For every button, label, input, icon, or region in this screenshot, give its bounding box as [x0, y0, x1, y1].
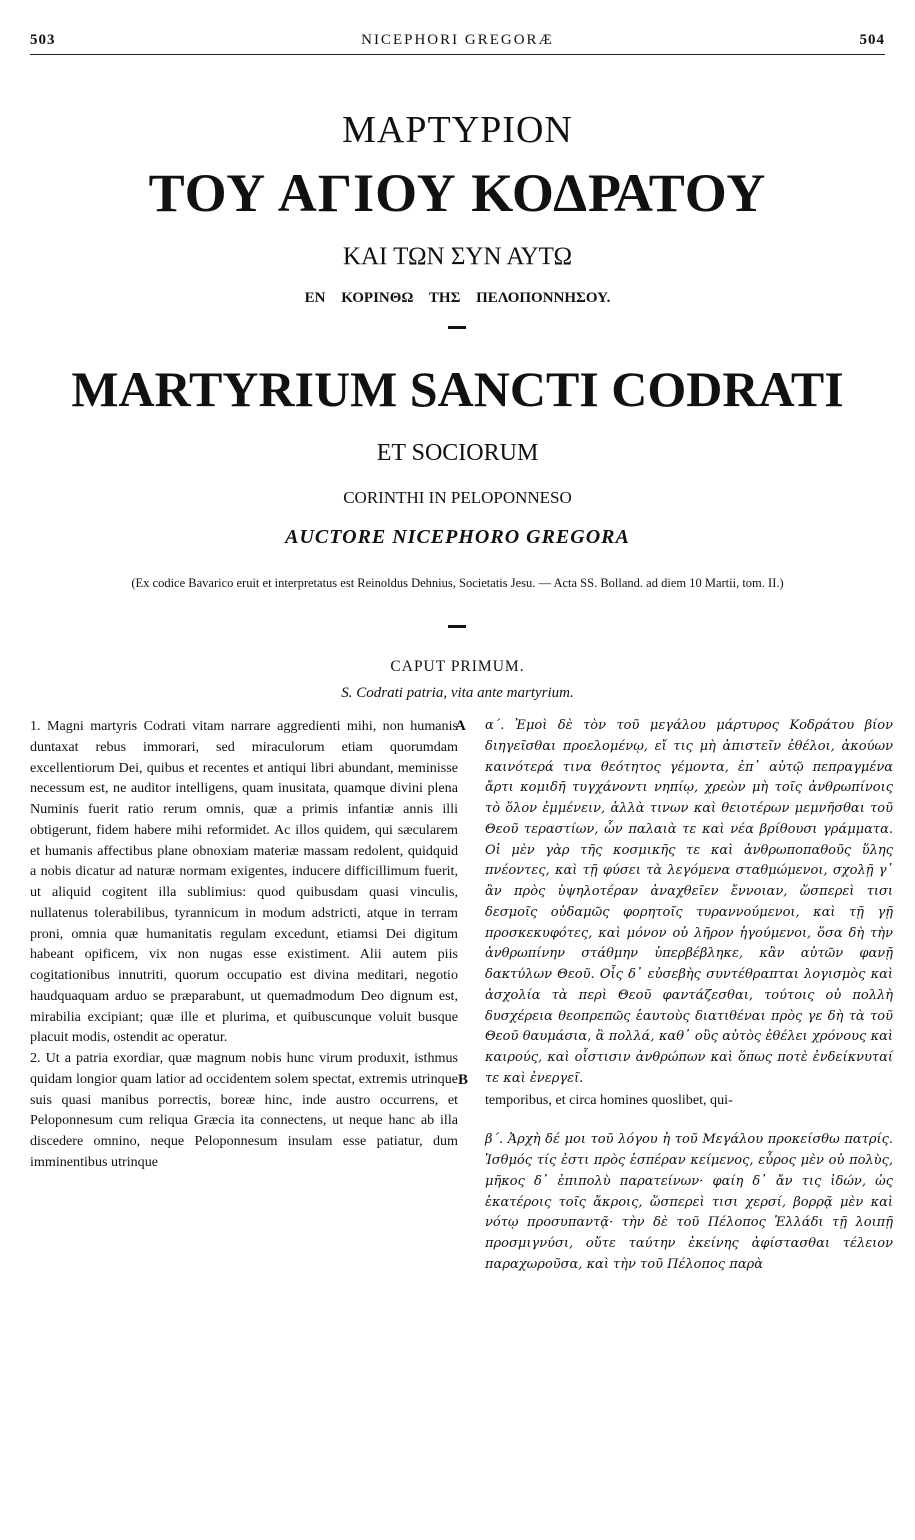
- greek-paragraph-1: α΄. Ἐμοὶ δὲ τὸν τοῦ μεγάλου μάρτυρος Κοδράτου βίον διηγεῖσθαι προελομένῳ, εἴ τις μὴ ἀπιστεῖν ἐθέλοι, ἀκούων καινότερά τινα θεότητος γέμοντα, ἐπ᾽ αὐτῷ πεπραγμένα ἄρτι κομιδῆ τυγχάνοντι νηπίῳ, χρεὼν μὴ τοῖς ἀνθρωπίνοις τὸ ὅλον ἐμμένειν, ἀλλὰ τινων καὶ θειοτέρων μεμνῆσθαι τοῦ Θεοῦ τεραστίων, ὧν παλαιὰ τε καὶ νέα βρίθουσι γράμματα. Οἱ μὲν γὰρ τῆς κοσμικῆς τε καὶ ἀνθρωποπαθοῦς ὕλης πνέοντες, καὶ τῇ φύσει τὰ λεγόμενα σταθμώμενοι, σχολῇ γ᾽ ἂν πρὸς ὑψηλοτέραν ἀναχθεῖεν ἔννοιαν, ὥσπερεὶ τισι δεσμοῖς οὐδαμῶς φορητοῖς τυραννούμενοι, καὶ τῇ γῇ προσκεκυφότες, καὶ μόνον οὐ λῆρον ἡγούμενοι, ὅσα δὴ τὴν ἀνθρωπίνην στάθμην ὑπερβέβληκε, κἂν αὐτῶν φανῇ δακτύλων Θεοῦ. Οἷς δ᾽ εὐσεβὴς συντέθραπται λογισμὸς καὶ ἀσχολία τὰ περὶ Θεοῦ φαντάζεσθαι, τούτοις οὐ πολλὴ δυσχέρεια θεοπρεπῶς ἑαυτοὺς διατιθέναι πρὸς γε δὴ τὰ τοῦ Θεοῦ θαυμάσια, ἃ πολλά, καθ᾽ οὓς αὐτὸς ἐθέλει χρόνους καὶ καιρούς, καὶ οἷστισιν ἀνθρώπων καὶ ὅπως ποτὲ ἐνδείκνυταί τε καὶ ἐνεργεῖ.: [485, 718, 893, 1086]
- latin-continuation: temporibus, et circa homines quoslibet, qui-: [485, 1091, 733, 1108]
- greek-title-line-3: ΚΑΙ ΤΩΝ ΣΥΝ ΑΥΤΩ: [342, 243, 573, 270]
- latin-title-line-2: ET SOCIORUM: [376, 440, 539, 466]
- margin-marker-b: B: [458, 1072, 469, 1088]
- latin-paragraph-2: 2. Ut a patria exordiar, quæ magnum nobis hunc virum produxit, isthmus quidam longior quam latior ad occidentem solem spectat, extremis utrinque suis quasi manibus porrectis, boreæ hinc, inde austro occurrens, et Peloponnesum cum reliqua Græcia ita connectens, ut neque hanc ab illa discedere omnino, neque Peloponnesum insulam esse patiatur, dum imminentibus utrinque: [30, 1050, 458, 1170]
- page-number-left: 503: [30, 32, 56, 48]
- latin-title-line-3: CORINTHI IN PELOPONNESO: [343, 488, 572, 507]
- running-header: [30, 30, 885, 55]
- title-divider: [448, 326, 466, 329]
- greek-title-line-2: ΤΟΥ ΑΓΙΟΥ ΚΟΔΡΑΤΟΥ: [148, 163, 767, 223]
- greek-column: [485, 716, 893, 1276]
- page-number-right: 504: [859, 32, 885, 48]
- latin-column: [30, 716, 458, 1173]
- chapter-subtitle: S. Codrati patria, vita ante martyrium.: [341, 685, 574, 701]
- latin-title-line-1: MARTYRIUM SANCTI CODRATI: [71, 361, 844, 417]
- latin-paragraph-1: 1. Magni martyris Codrati vitam narrare aggredienti mihi, non humanis duntaxat rebus immorari, sed miraculorum etiam quorumdam excellentiorum Dei, quibus et recentes et antiqui libri abundant, meminisse necessum est, ne auditor intelligens, quam inusitata, quamque divini plena Numinis fuerit ratio rerum omnis, quæ a primis infantiæ annis illi obtigerunt, fidem habere mihi reformidet. Ac illos quidem, qui sæcularem et humanis affectibus plane obnoxiam materiæ massam redolent, quidquid a nobis dicatur ad naturæ normam exigentes, inducere difficillimum fuerit, ut aliquid cogitent illa sublimius: quod quibusdam quasi vinculis, nullatenus tolerabilibus, tyrannicum in modum adstricti, atque in terram proni, omnia quæ humanitatis regulam excedunt, etiamsi Dei digitum habeant opificem, vix non nugas esse existiment. Alii autem piis cogitationibus innutriti, quorum occupatio est divina meditari, negotio haudquaquam arduo se præparabunt, ut quemadmodum Deo dignum est, mirabilia excipiant; quæ ille et plurima, et quibuscunque voluit busque placuit modis, ostendit ac operatur.: [30, 718, 458, 1046]
- greek-title-line-4: ΕΝ ΚΟΡΙΝΘΩ ΤΗΣ ΠΕΛΟΠΟΝΝΗΣΟΥ.: [304, 290, 611, 306]
- source-divider: [448, 625, 466, 628]
- source-note: (Ex codice Bavarico eruit et interpretatus est Reinoldus Dehnius, Societatis Jesu. — Acta SS. Bolland. ad diem 10 Martii, tom. II.): [131, 576, 784, 590]
- author-line: AUCTORE NICEPHORO GREGORA: [285, 526, 630, 548]
- running-title: NICEPHORI GREGORÆ: [361, 32, 554, 48]
- greek-title-line-1: ΜΑΡΤΥΡΙΟΝ: [342, 109, 573, 151]
- chapter-title: CAPUT PRIMUM.: [390, 658, 525, 675]
- greek-paragraph-2: β΄. Ἀρχὴ δέ μοι τοῦ λόγου ἡ τοῦ Μεγάλου προκείσθω πατρίς. Ἰσθμός τίς ἐστι πρὸς ἑσπέραν κείμενος, εὖρος μὲν οὐ πολὺς, μῆκος δ᾽ ἐπιπολὺ παρατείνων· φαίη δ᾽ ἄν τις ἰδών, ὡς ἑκατέροις τοῖς ἄκροις, ὥσπερεὶ τισι χερσί, βορρᾷ μὲν καὶ νότῳ προσυπαντᾷ· τὴν δὲ τοῦ Πέλοπος Ἑλλάδι τῇ λοιπῇ προσμιγνύσι, οὔτε ταύτην ἐκείνης ἀφίστασθαι τέλειον παραχωροῦσα, καὶ τὴν τοῦ Πέλοπος παρὰ: [485, 1132, 893, 1272]
- margin-marker-a: A: [455, 718, 466, 734]
